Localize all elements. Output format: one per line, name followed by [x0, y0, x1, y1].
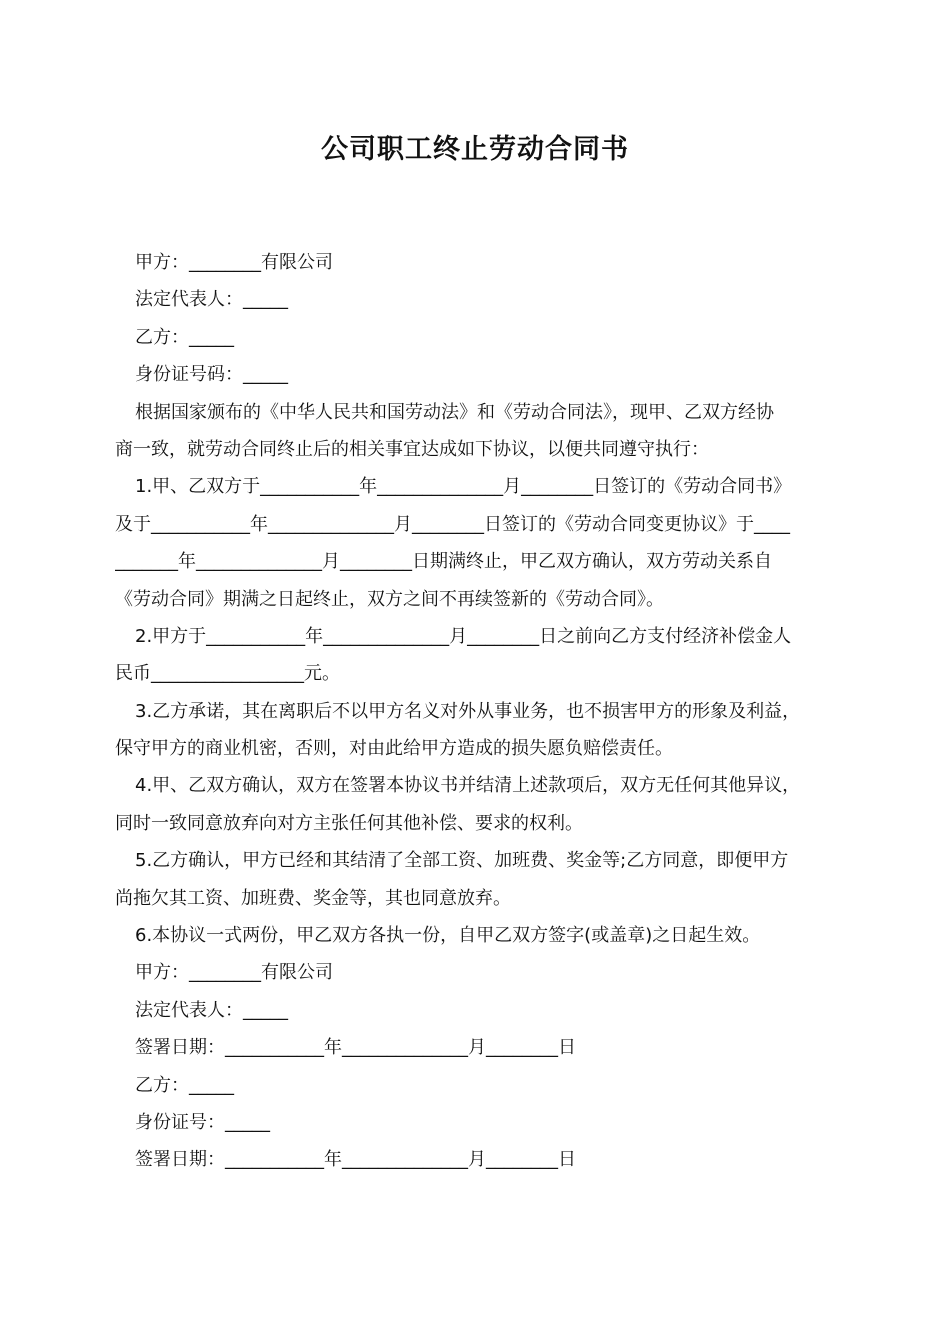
document-line: _______年______________月________日期满终止，甲乙双方确认，双方劳动关系自 [115, 551, 772, 573]
document-line: 及于___________年______________月________日签订的《劳动合同变更协议》于____ [115, 513, 790, 535]
document-line: 6.本协议一式两份，甲乙双方各执一份，自甲乙双方签字(或盖章)之日起生效。 [135, 925, 761, 947]
document-line: 签署日期：___________年______________月________日 [135, 1149, 576, 1171]
document-line: 身份证号：_____ [135, 1111, 270, 1133]
document-line: 乙方：_____ [135, 326, 234, 348]
document-title: 公司职工终止劳动合同书 [321, 134, 629, 165]
document-line: 3.乙方承诺，其在离职后不以甲方名义对外从事业务，也不损害甲方的形象及利益， [135, 700, 801, 722]
document-line: 乙方：_____ [135, 1074, 234, 1096]
document-line: 法定代表人：_____ [135, 289, 288, 311]
document-line: 身份证号码：_____ [135, 364, 288, 386]
document-line: 同时一致同意放弃向对方主张任何其他补偿、要求的权利。 [115, 812, 583, 834]
document-line: 甲方：________有限公司 [135, 252, 333, 273]
document-line: 《劳动合同》期满之日起终止，双方之间不再续签新的《劳动合同》。 [115, 588, 664, 610]
document-line: 保守甲方的商业机密，否则，对由此给甲方造成的损失愿负赔偿责任。 [115, 738, 673, 760]
document-line: 4.甲、乙双方确认，双方在签署本协议书并结清上述款项后，双方无任何其他异议， [135, 775, 801, 797]
document-line: 签署日期：___________年______________月________日 [135, 1037, 576, 1059]
document-line: 民币_________________元。 [115, 663, 340, 685]
document-line: 法定代表人：_____ [135, 999, 288, 1021]
document-line: 尚拖欠其工资、加班费、奖金等，其也同意放弃。 [115, 887, 511, 909]
document-line: 1.甲、乙双方于___________年______________月________日签订的《劳动合同书》 [135, 476, 792, 498]
document-line: 5.乙方确认，甲方已经和其结清了全部工资、加班费、奖金等;乙方同意，即便甲方 [135, 850, 789, 872]
document-line: 甲方：________有限公司 [135, 962, 333, 984]
document-line: 2.甲方于___________年______________月________日之前向乙方支付经济补偿金人 [135, 625, 792, 647]
document-body [115, 244, 850, 1179]
document-line: 商一致，就劳动合同终止后的相关事宜达成如下协议，以便共同遵守执行： [115, 438, 709, 460]
document-line: 根据国家颁布的《中华人民共和国劳动法》和《劳动合同法》，现甲、乙双方经协 [135, 401, 774, 423]
